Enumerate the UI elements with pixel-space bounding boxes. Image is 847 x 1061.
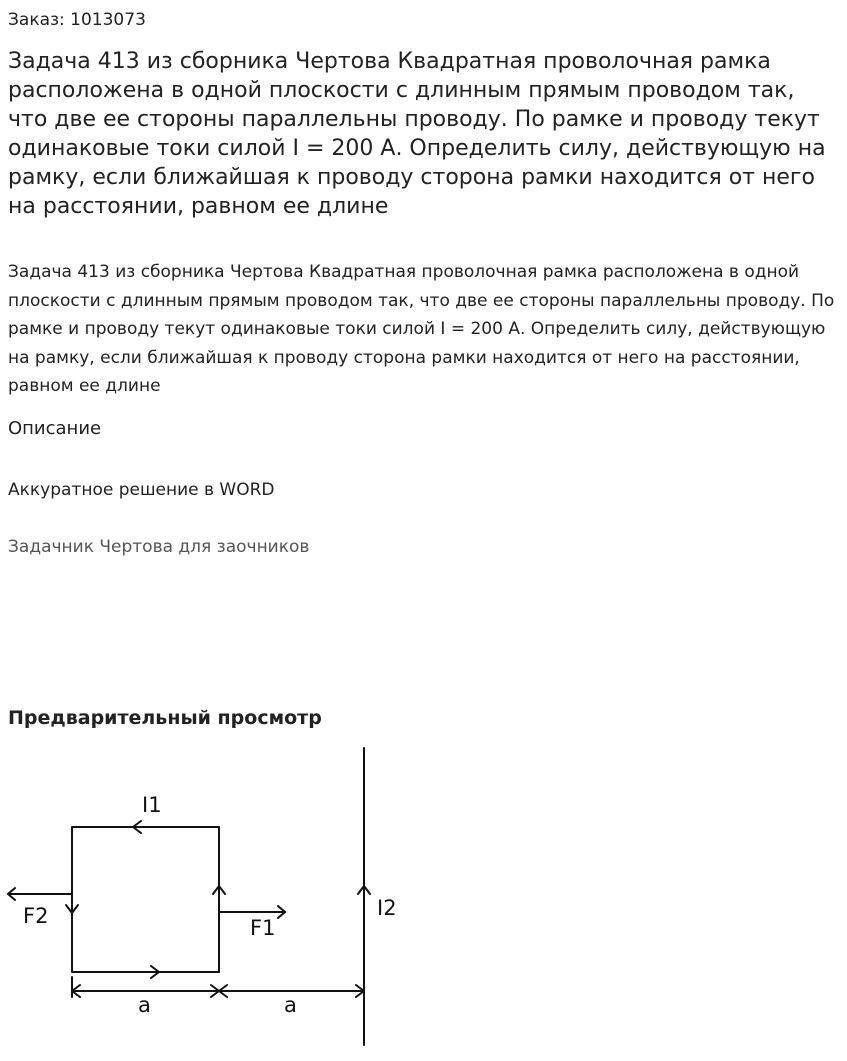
task-body: Задача 413 из сборника Чертова Квадратная проволочная рамка расположена в одной плоскости с длинным прямым проводом так, что две ее стороны параллельны проводу. По рамке и проводу текут одинаковые токи силой I = 200 А. Определить силу, действующую на рамку, если ближайшая к проводу сторона рамки находится от него на расстоянии, равном ее длине — [8, 262, 835, 396]
task-title: Задача 413 из сборника Чертова Квадратная проволочная рамка расположена в одной плоскости с длинным прямым проводом так, что две ее стороны параллельны проводу. По рамке и проводу текут одинаковые токи силой I = 200 А. Определить силу, действующую на рамку, если ближайшая к проводу сторона рамки находится от него на расстоянии, равном ее длине — [8, 49, 826, 219]
label-f1: F1 — [250, 916, 276, 940]
description-text: Аккуратное решение в WORD — [8, 480, 275, 500]
label-i1: I1 — [142, 793, 162, 817]
label-i2: I2 — [377, 896, 397, 920]
wire-frame — [72, 827, 219, 972]
description-heading: Описание — [8, 418, 102, 439]
label-a-left: a — [138, 993, 151, 1017]
order-number: Заказ: 1013073 — [8, 10, 146, 30]
physics-diagram — [0, 740, 420, 1061]
label-a-right: a — [284, 993, 297, 1017]
label-f2: F2 — [23, 904, 49, 928]
preview-heading: Предварительный просмотр — [8, 707, 322, 729]
preview-figure — [0, 740, 420, 1061]
category-link[interactable]: Задачник Чертова для заочников — [8, 537, 310, 557]
